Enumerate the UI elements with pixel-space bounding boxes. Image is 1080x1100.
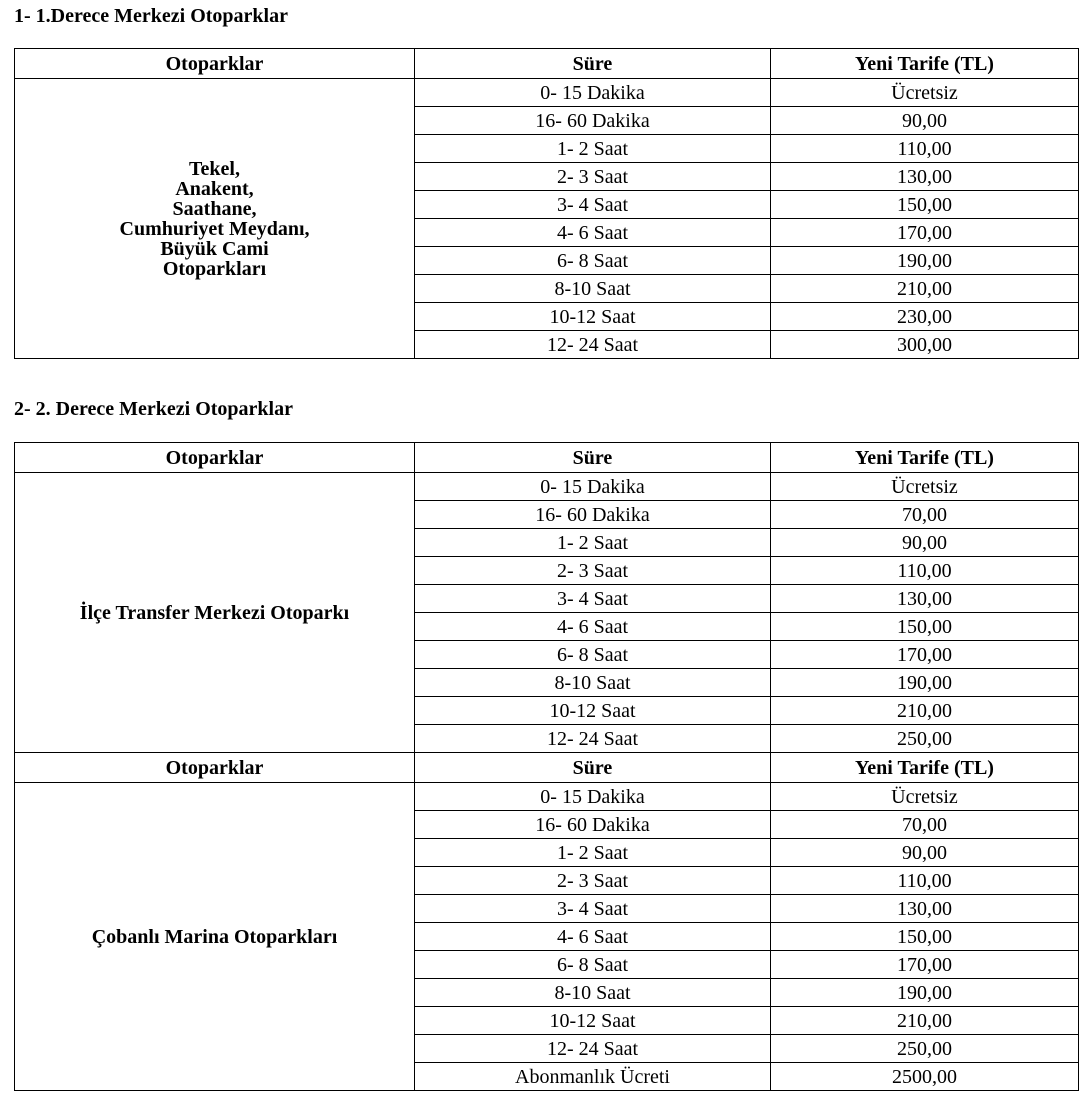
- section-1-title: 1- 1.Derece Merkezi Otoparklar: [14, 5, 288, 27]
- duration-cell: 6- 8 Saat: [415, 641, 771, 669]
- parking-group-cell: Çobanlı Marina Otoparkları: [15, 783, 415, 1091]
- tariff-cell: 230,00: [771, 303, 1079, 331]
- duration-cell: 16- 60 Dakika: [415, 811, 771, 839]
- tariff-cell: 250,00: [771, 1035, 1079, 1063]
- header-tariff: Yeni Tarife (TL): [771, 443, 1079, 473]
- tariff-cell: 130,00: [771, 163, 1079, 191]
- duration-cell: 10-12 Saat: [415, 1007, 771, 1035]
- tariff-cell: Ücretsiz: [771, 473, 1079, 501]
- table-header-row: [15, 49, 1079, 79]
- header-duration: Süre: [415, 49, 771, 79]
- section-2-title: 2- 2. Derece Merkezi Otoparklar: [14, 398, 293, 420]
- parking-name-line: Tekel,: [189, 157, 240, 180]
- duration-cell: 3- 4 Saat: [415, 191, 771, 219]
- duration-cell: 12- 24 Saat: [415, 1035, 771, 1063]
- table-header-row: [15, 753, 1079, 783]
- duration-cell: 10-12 Saat: [415, 303, 771, 331]
- parking-name-line: Büyük Cami: [160, 237, 269, 260]
- tariff-cell: 150,00: [771, 923, 1079, 951]
- duration-cell: 0- 15 Dakika: [415, 473, 771, 501]
- tariff-cell: 110,00: [771, 135, 1079, 163]
- duration-cell: 4- 6 Saat: [415, 923, 771, 951]
- duration-cell: 8-10 Saat: [415, 275, 771, 303]
- header-tariff: Yeni Tarife (TL): [771, 49, 1079, 79]
- parking-name-line: Otoparkları: [162, 257, 267, 280]
- duration-cell: 16- 60 Dakika: [415, 107, 771, 135]
- duration-cell: 8-10 Saat: [415, 669, 771, 697]
- tariff-cell: 210,00: [771, 697, 1079, 725]
- tariff-cell: 170,00: [771, 641, 1079, 669]
- tariff-cell: 150,00: [771, 613, 1079, 641]
- tariff-cell: 190,00: [771, 979, 1079, 1007]
- duration-cell: 1- 2 Saat: [415, 529, 771, 557]
- duration-cell: 0- 15 Dakika: [415, 783, 771, 811]
- parking-name-line: Anakent,: [175, 177, 254, 200]
- duration-cell: 8-10 Saat: [415, 979, 771, 1007]
- duration-cell: 3- 4 Saat: [415, 585, 771, 613]
- header-parking: Otoparklar: [15, 753, 415, 783]
- duration-cell: 1- 2 Saat: [415, 135, 771, 163]
- duration-cell: 16- 60 Dakika: [415, 501, 771, 529]
- duration-cell: 4- 6 Saat: [415, 613, 771, 641]
- duration-cell: 2- 3 Saat: [415, 163, 771, 191]
- tariff-cell: 110,00: [771, 867, 1079, 895]
- duration-cell: 3- 4 Saat: [415, 895, 771, 923]
- tariff-cell: 90,00: [771, 107, 1079, 135]
- duration-cell: 2- 3 Saat: [415, 557, 771, 585]
- tariff-cell: 130,00: [771, 585, 1079, 613]
- table-header-row: [15, 443, 1079, 473]
- tariff-cell: 70,00: [771, 811, 1079, 839]
- tariff-cell: Ücretsiz: [771, 783, 1079, 811]
- header-parking: Otoparklar: [15, 443, 415, 473]
- tariff-cell: Ücretsiz: [771, 79, 1079, 107]
- tariff-cell: 250,00: [771, 725, 1079, 753]
- header-parking: Otoparklar: [15, 49, 415, 79]
- header-tariff: Yeni Tarife (TL): [771, 753, 1079, 783]
- header-duration: Süre: [415, 753, 771, 783]
- parking-name-line: Cumhuriyet Meydanı,: [119, 217, 310, 240]
- parking-name-line: Saathane,: [172, 197, 257, 220]
- duration-cell: 12- 24 Saat: [415, 331, 771, 359]
- tariff-cell: 130,00: [771, 895, 1079, 923]
- table-row: [15, 783, 1079, 811]
- table-row: [15, 473, 1079, 501]
- duration-cell: 2- 3 Saat: [415, 867, 771, 895]
- tariff-cell: 70,00: [771, 501, 1079, 529]
- tariff-cell: 190,00: [771, 669, 1079, 697]
- tariff-cell: 190,00: [771, 247, 1079, 275]
- tariff-table-1: [14, 48, 1079, 359]
- duration-cell: 6- 8 Saat: [415, 247, 771, 275]
- tariff-table-2: [14, 442, 1079, 1091]
- parking-group-cell: [15, 79, 415, 359]
- tariff-cell: 110,00: [771, 557, 1079, 585]
- tariff-cell: 90,00: [771, 839, 1079, 867]
- tariff-cell: 210,00: [771, 1007, 1079, 1035]
- duration-cell: Abonmanlık Ücreti: [415, 1063, 771, 1091]
- duration-cell: 0- 15 Dakika: [415, 79, 771, 107]
- tariff-cell: 90,00: [771, 529, 1079, 557]
- parking-group-cell: İlçe Transfer Merkezi Otoparkı: [15, 473, 415, 753]
- tariff-cell: 210,00: [771, 275, 1079, 303]
- header-duration: Süre: [415, 443, 771, 473]
- duration-cell: 6- 8 Saat: [415, 951, 771, 979]
- tariff-cell: 300,00: [771, 331, 1079, 359]
- duration-cell: 10-12 Saat: [415, 697, 771, 725]
- tariff-cell: 2500,00: [771, 1063, 1079, 1091]
- tariff-cell: 170,00: [771, 219, 1079, 247]
- duration-cell: 1- 2 Saat: [415, 839, 771, 867]
- tariff-cell: 150,00: [771, 191, 1079, 219]
- table-row: [15, 79, 1079, 107]
- duration-cell: 12- 24 Saat: [415, 725, 771, 753]
- duration-cell: 4- 6 Saat: [415, 219, 771, 247]
- tariff-cell: 170,00: [771, 951, 1079, 979]
